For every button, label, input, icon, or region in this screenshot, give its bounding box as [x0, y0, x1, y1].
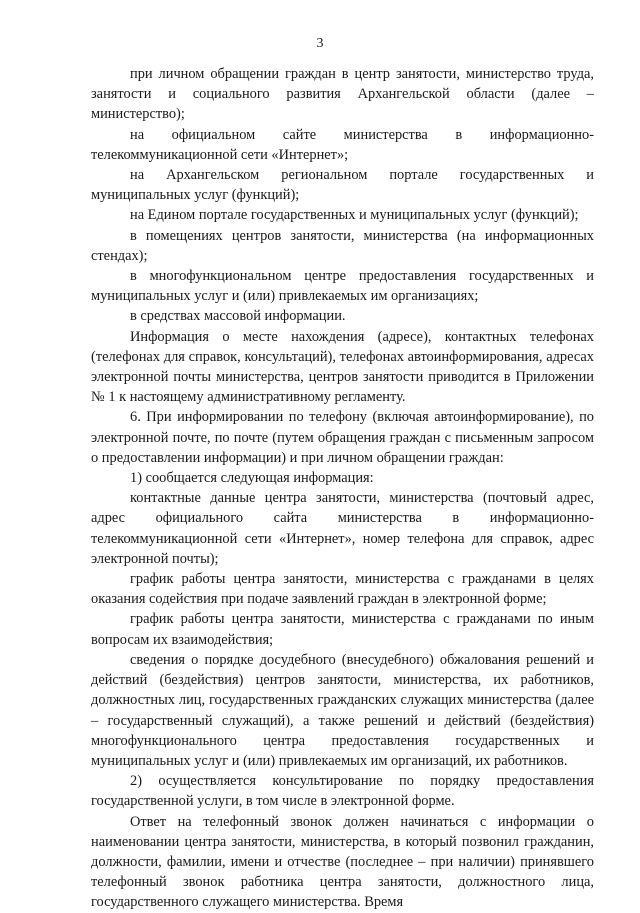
paragraph-phone-answer: Ответ на телефонный звонок должен начинаться с информации о наименовании центра занятости, министерства, в который позвонил гражданин, должности, фамилии, имени и отчестве (последнее – при наличии) принявшего телефонный звонок работника центра занятости, должностного лица, государственного служащего министерства. Время: [91, 813, 594, 911]
paragraph-schedule-other: график работы центра занятости, министерства с гражданами по иным вопросам их взаимодействия;: [91, 611, 594, 648]
paragraph-regional-portal: на Архангельском региональном портале государственных и муниципальных услуг (функций);: [91, 167, 594, 204]
paragraph-unified-portal: на Едином портале государственных и муниципальных услуг (функций);: [130, 207, 579, 224]
paragraph-appeal-procedure: сведения о порядке досудебного (внесудебного) обжалования решений и действий (бездействия) центров занятости, министерства, их работников, должностных лиц, государственных гражданских служащих министерства (далее – государственный служащий), а также решений и действий (бездействия) многофункционального центра предоставления государственных и муниципальных услуг и (или) привлекаемых им организаций, их работников.: [91, 651, 594, 769]
paragraph-mfc: в многофункциональном центре предоставления государственных и муниципальных услуг и (или) привлекаемых им организациях;: [91, 268, 594, 305]
paragraph-official-site: на официальном сайте министерства в информационно-телекоммуникационной сети «Интернет»;: [91, 126, 594, 163]
document-body: [91, 64, 594, 913]
paragraph-schedule-electronic: график работы центра занятости, министерства с гражданами в целях оказания содействия при подаче заявлений граждан в электронной форме;: [91, 571, 594, 608]
paragraph-item-6: 6. При информировании по телефону (включая автоинформирование), по электронной почте, по почте (путем обращения граждан с письменным запросом о предоставлении информации) и при личном обращении граждан:: [91, 409, 594, 466]
paragraph-personal-visit: при личном обращении граждан в центр занятости, министерство труда, занятости и социального развития Архангельской области (далее – министерство);: [91, 66, 594, 123]
paragraph-contact-data: контактные данные центра занятости, министерства (почтовый адрес, адрес официального сайта министерства в информационно-телекоммуникационной сети «Интернет», номер телефона для справок, адрес электронной почты);: [91, 490, 594, 567]
paragraph-info-stands: в помещениях центров занятости, министерства (на информационных стендах);: [91, 227, 594, 264]
paragraph-mass-media: в средствах массовой информации.: [130, 308, 346, 325]
page-number: 3: [316, 36, 324, 51]
paragraph-subitem-1: 1) сообщается следующая информация:: [130, 470, 374, 487]
paragraph-subitem-2: 2) осуществляется консультирование по порядку предоставления государственной услуги, в том числе в электронной форме.: [91, 773, 594, 810]
paragraph-contact-info: Информация о месте нахождения (адресе), контактных телефонах (телефонах для справок, консультаций), телефонах автоинформирования, адресах электронной почты министерства, центров занятости приводится в Приложении № 1 к настоящему административному регламенту.: [91, 328, 594, 406]
